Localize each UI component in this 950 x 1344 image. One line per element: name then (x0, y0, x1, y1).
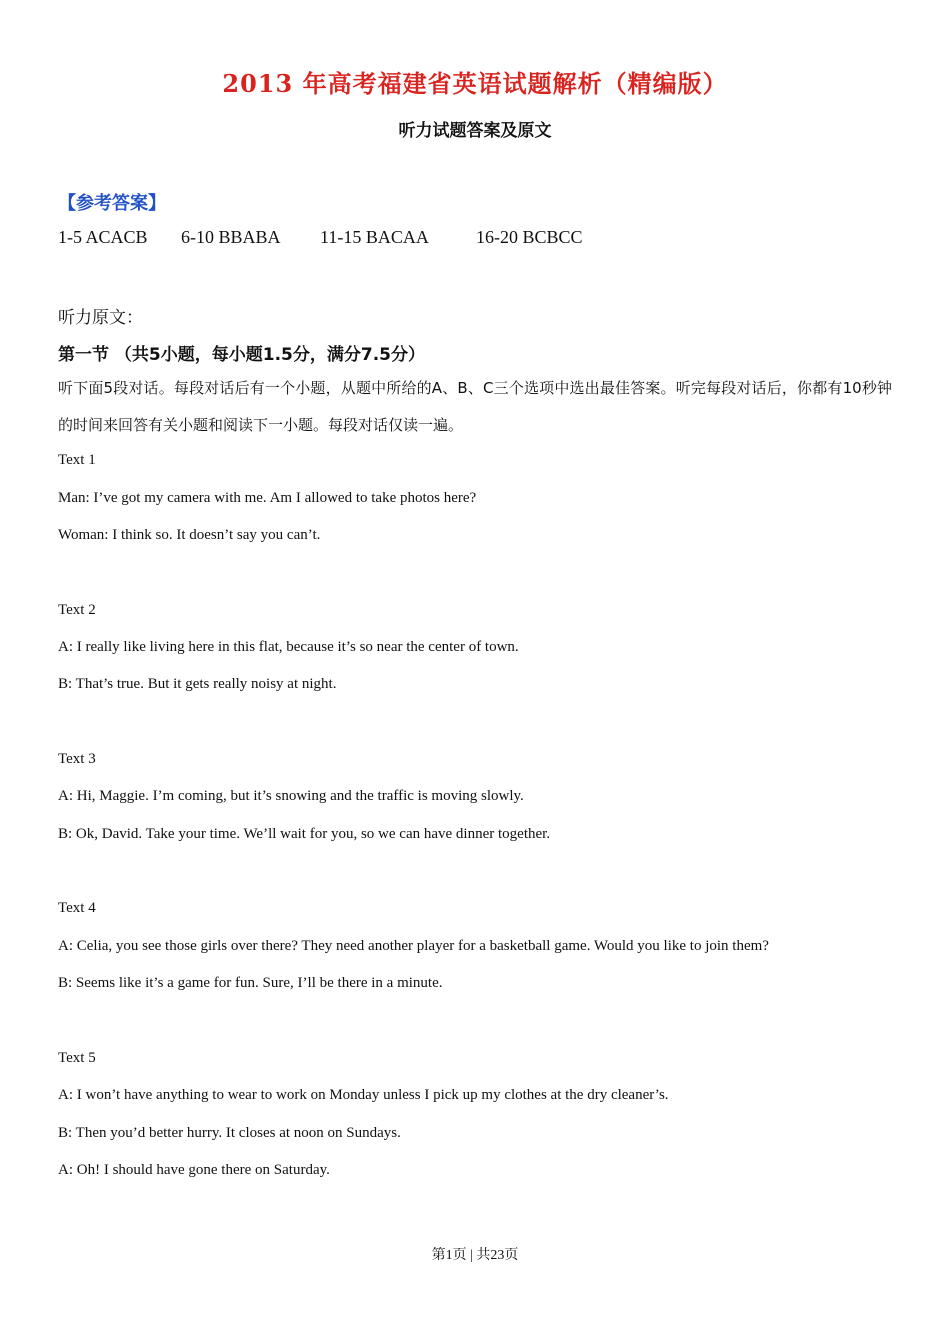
dialogue-line: A: Oh! I should have gone there on Saturday. (58, 1162, 330, 1178)
dialogue-line: B: That’s true. But it gets really noisy at night. (58, 676, 337, 692)
section-heading: 第一节 （共5小题，每小题1.5分，满分7.5分） (58, 345, 425, 365)
dialogue-line: A: Celia, you see those girls over there? They need another player for a basketball game. Would you like to join them? (58, 938, 769, 954)
listening-heading: 听力原文： (58, 308, 143, 328)
dialogue-line: B: Ok, David. Take your time. We’ll wait for you, so we can have dinner together. (58, 826, 551, 842)
page-title: 2013 年高考福建省英语试题解析（精编版） (222, 69, 728, 98)
dialogue-line: A: I really like living here in this flat, because it’s so near the center of town. (58, 639, 519, 655)
answer-group: 11-15 BACAA (320, 227, 429, 247)
text-label: Text 5 (58, 1050, 96, 1066)
answer-group: 6-10 BBABA (181, 227, 281, 247)
dialogue-line: A: Hi, Maggie. I’m coming, but it’s snowing and the traffic is moving slowly. (58, 788, 524, 804)
instructions: 听下面5段对话。每段对话后有一个小题，从题中所给的A、B、C三个选项中选出最佳答案。听完每段对话后，你都有10秒钟的时间来回答有关小题和阅读下一小题。每段对话仅读一遍。 (58, 379, 892, 434)
text-label: Text 1 (58, 452, 96, 468)
page-subtitle: 听力试题答案及原文 (398, 121, 552, 141)
answer-group: 1-5 ACACB (58, 227, 148, 247)
dialogue-line: Man: I’ve got my camera with me. Am I allowed to take photos here? (58, 490, 477, 506)
text-label: Text 4 (58, 900, 96, 916)
text-label: Text 2 (58, 602, 96, 618)
page-footer: 第1页 | 共23页 (431, 1248, 519, 1263)
dialogue-line: B: Seems like it’s a game for fun. Sure, I’ll be there in a minute. (58, 975, 443, 991)
answer-key (58, 227, 583, 248)
answer-group: 16-20 BCBCC (476, 227, 583, 247)
dialogue-line: A: I won’t have anything to wear to work on Monday unless I pick up my clothes at the dry cleaner’s. (58, 1087, 669, 1103)
text-label: Text 3 (58, 751, 96, 767)
dialogue-line: B: Then you’d better hurry. It closes at noon on Sundays. (58, 1125, 401, 1141)
dialogue-line: Woman: I think so. It doesn’t say you can’t. (58, 527, 321, 543)
answer-heading: 【参考答案】 (58, 193, 166, 214)
